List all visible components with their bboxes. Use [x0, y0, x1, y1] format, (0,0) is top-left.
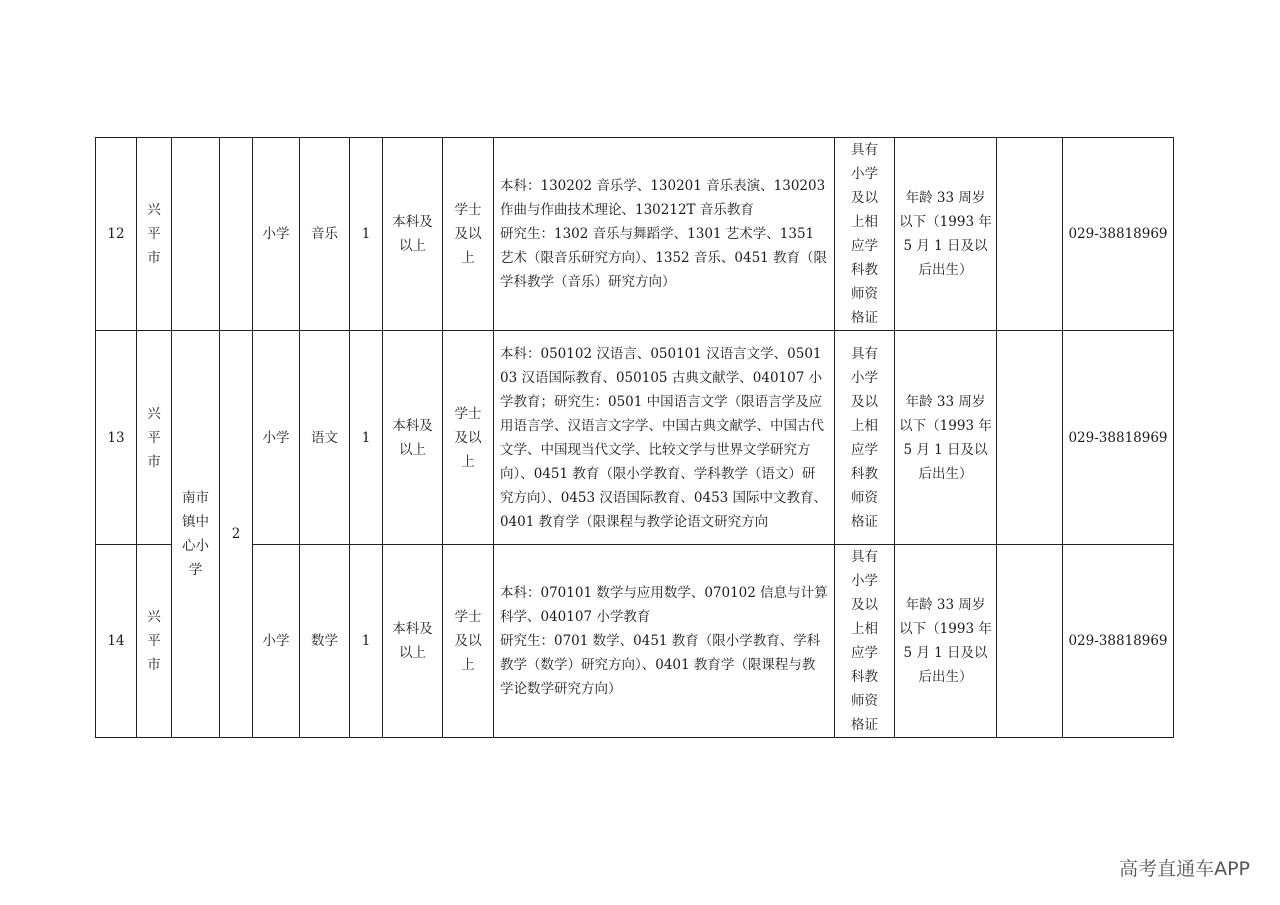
degree-text: 学士及以上 — [454, 202, 482, 266]
education-cell — [383, 138, 443, 331]
major-cell: 本科：130202 音乐学、130201 音乐表演、130203 作曲与作曲技术理论、130212T 音乐教育 研究生：1302 音乐与舞蹈学、1301 艺术学、1351 艺术（限音乐研究方向）、1352 音乐、0451 教育（限学科教学（音乐）研究方向） — [494, 138, 835, 331]
certificate-text: 具有小学及以上相应学科教师资格证 — [851, 549, 878, 733]
phone-cell: 029-38818969 — [1063, 331, 1174, 545]
city-text: 兴平市 — [147, 609, 161, 673]
certificate-text: 具有小学及以上相应学科教师资格证 — [851, 142, 878, 326]
unit-cell — [172, 331, 220, 738]
level-cell: 小学 — [253, 545, 300, 738]
certificate-text: 具有小学及以上相应学科教师资格证 — [851, 345, 878, 530]
education-text: 本科及以上 — [392, 621, 433, 661]
city-cell — [137, 138, 172, 331]
degree-text: 学士及以上 — [454, 405, 482, 470]
age-cell: 年龄 33 周岁以下（1993 年 5 月 1 日及以后出生） — [895, 138, 997, 331]
age-cell: 年龄 33 周岁以下（1993 年 5 月 1 日及以后出生） — [895, 545, 997, 738]
phone-cell: 029-38818969 — [1063, 545, 1174, 738]
major-cell: 本科：070101 数学与应用数学、070102 信息与计算科学、040107 小学教育 研究生：0701 数学、0451 教育（限小学教育、学科教学（数学）研究方向）、0401 教育学（限课程与教学论数学研究方向） — [494, 545, 835, 738]
certificate-cell — [835, 331, 895, 545]
row-number: 12 — [96, 138, 137, 331]
table-row — [96, 331, 1174, 545]
certificate-cell — [835, 545, 895, 738]
phone-cell: 029-38818969 — [1063, 138, 1174, 331]
city-cell — [137, 331, 172, 545]
recruitment-table — [95, 137, 1174, 738]
city-cell — [137, 545, 172, 738]
row-number: 14 — [96, 545, 137, 738]
degree-cell — [443, 545, 494, 738]
table-row — [96, 138, 1174, 331]
watermark-logo-text: 高考直通车APP — [1119, 858, 1250, 880]
degree-cell — [443, 331, 494, 545]
subject-cell: 数学 — [300, 545, 350, 738]
city-text: 兴平市 — [147, 405, 161, 470]
certificate-cell — [835, 138, 895, 331]
note-cell — [997, 138, 1063, 331]
education-text: 本科及以上 — [392, 214, 433, 254]
subject-cell: 语文 — [300, 331, 350, 545]
note-cell — [997, 545, 1063, 738]
city-text: 兴平市 — [147, 202, 161, 266]
table-row — [96, 545, 1174, 738]
subject-cell: 音乐 — [300, 138, 350, 331]
note-cell — [997, 331, 1063, 545]
unit-total-cell: 2 — [220, 331, 253, 738]
level-cell: 小学 — [253, 138, 300, 331]
count-cell: 1 — [350, 138, 383, 331]
unit-name: 南市镇中心小学 — [182, 490, 209, 578]
count-cell: 1 — [350, 331, 383, 545]
unit-cell-empty — [172, 138, 220, 331]
education-cell — [383, 331, 443, 545]
level-cell: 小学 — [253, 331, 300, 545]
unit-total-cell-empty — [220, 138, 253, 331]
degree-text: 学士及以上 — [454, 609, 482, 673]
age-cell: 年龄 33 周岁以下（1993 年 5 月 1 日及以后出生） — [895, 331, 997, 545]
count-cell: 1 — [350, 545, 383, 738]
row-number: 13 — [96, 331, 137, 545]
major-cell: 本科：050102 汉语言、050101 汉语言文学、050103 汉语国际教育、050105 古典文献学、040107 小学教育；研究生：0501 中国语言文学（限语言学及应用语言学、汉语言文字学、中国古典文献学、中国古代文学、中国现当代文学、比较文学与世界文学研究方向）、0451 教育（限小学教育、学科教学（语文）研究方向）、0453 汉语国际教育、0453 国际中文教育、0401 教育学（限课程与教学论语文研究方向 — [494, 331, 835, 545]
education-text: 本科及以上 — [392, 417, 433, 458]
degree-cell — [443, 138, 494, 331]
education-cell — [383, 545, 443, 738]
